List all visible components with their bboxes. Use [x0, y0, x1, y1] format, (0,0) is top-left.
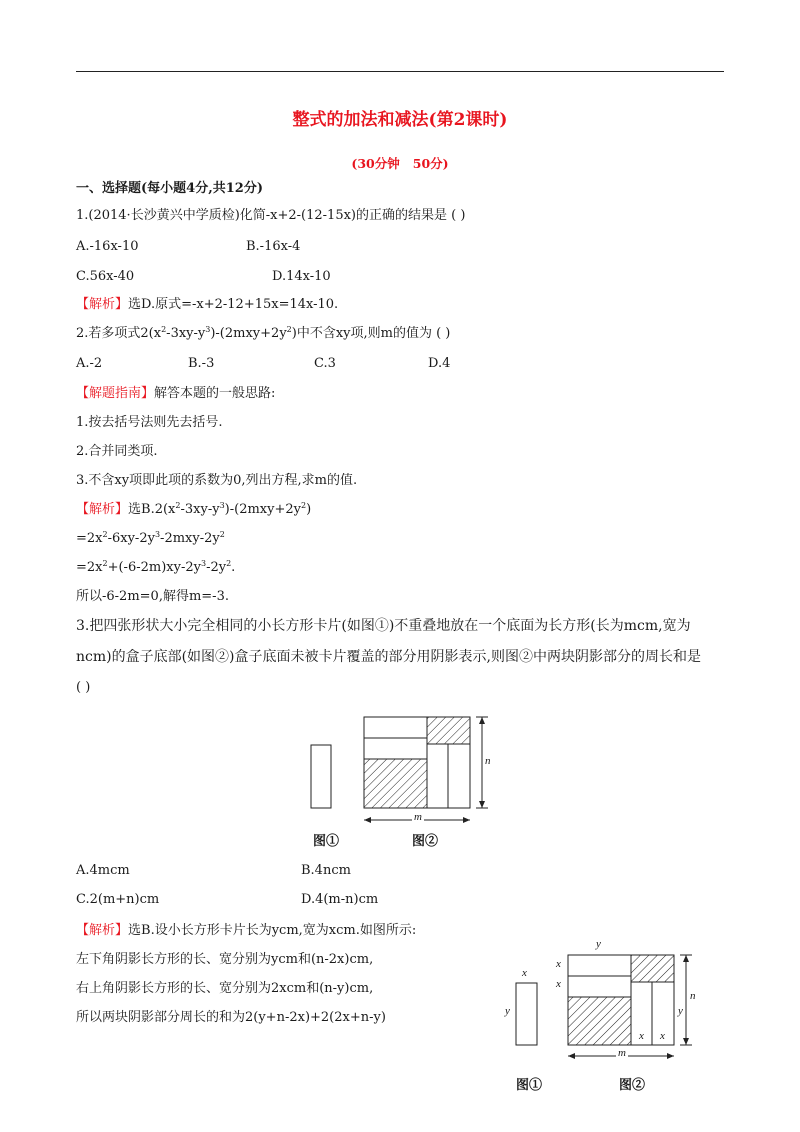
q2-analysis-line-4: 所以-6-2m=0,解得m=-3. — [76, 589, 229, 604]
section-heading: 一、选择题(每小题4分,共12分) — [76, 181, 263, 196]
analysis-tag: 【解析】 — [76, 923, 129, 938]
analysis-tag: 【解析】 — [76, 502, 129, 517]
sol-label-x-bottom-1: x — [639, 1030, 644, 1042]
q3-analysis-line-1: 【解析】选B.设小长方形卡片长为ycm,宽为xcm.如图所示: — [76, 923, 417, 938]
q1-stem: 1.(2014·长沙黄兴中学质检)化简-x+2-(12-15x)的正确的结果是 ( ) — [76, 208, 466, 223]
q2-analysis-line-2: $=2x^2-6xy-2y^3-2mxy-2y^2$ — [76, 530, 225, 546]
sol-label-y-right: y — [678, 1005, 683, 1017]
q3-analysis-line-2: 左下角阴影长方形的长、宽分别为ycm和(n-2x)cm, — [76, 952, 374, 967]
sol-label-x-2: x — [556, 978, 561, 990]
q3-analysis-line-3: 右上角阴影长方形的长、宽分别为2xcm和(n-y)cm, — [76, 981, 374, 996]
q3-analysis-line-4: 所以两块阴影部分周长的和为2(y+n-2x)+2(2x+n-y) — [76, 1010, 386, 1025]
sol-card-label-y: y — [505, 1005, 510, 1017]
sol-label-y-top: y — [596, 938, 601, 950]
q2-analysis-line-1: 【解析】选$B.2(x^2-3xy-y^3)-(2mxy+2y^2)$ — [76, 501, 312, 517]
analysis-tag: 【解析】 — [76, 297, 129, 312]
q2-option-b: B.-3 — [188, 356, 215, 371]
guide-tag: 【解题指南】 — [76, 386, 155, 401]
sol-fig2-caption: 图② — [619, 1078, 646, 1093]
fig2-caption: 图② — [412, 834, 439, 849]
q1-analysis: 【解析】选D.原式=-x+2-12+15x=14x-10. — [76, 297, 339, 312]
q1-option-a: A.-16x-10 — [76, 239, 139, 254]
sol-label-x-bottom-2: x — [660, 1030, 665, 1042]
sol-card-label-x: x — [522, 967, 527, 979]
q3-option-c: C.2(m+n)cm — [76, 892, 160, 907]
sol-fig1-caption: 图① — [516, 1078, 543, 1093]
sol-label-x-1: x — [556, 958, 561, 970]
fig1-caption: 图① — [313, 834, 340, 849]
q2-step-1: 1.按去括号法则先去括号. — [76, 415, 223, 430]
q3-option-d: D.4(m-n)cm — [301, 892, 379, 907]
q2-analysis-line-3: $=2x^2+(-6-2m)xy-2y^3-2y^2$. — [76, 559, 236, 575]
page-title: 整式的加法和减法(第2课时) — [292, 110, 508, 130]
fig2-label-n: n — [485, 755, 491, 767]
q2-guide: 【解题指南】解答本题的一般思路: — [76, 386, 276, 401]
q3-stem-line-1: 3.把四张形状大小完全相同的小长方形卡片(如图①)不重叠地放在一个底面为长方形(长为mcm,宽为 — [76, 618, 691, 634]
sol-label-m: m — [618, 1047, 626, 1059]
q2-option-a: A.-2 — [76, 356, 103, 371]
q2-option-d: D.4 — [428, 356, 451, 371]
page-subtitle: (30分钟 50分) — [351, 156, 449, 171]
q1-option-c: C.56x-40 — [76, 269, 135, 284]
sol-label-n: n — [690, 990, 696, 1002]
q2-step-2: 2.合并同类项. — [76, 444, 158, 459]
q3-option-a: A.4mcm — [76, 863, 130, 878]
q3-stem-line-2: ncm)的盒子底部(如图②)盒子底面未被卡片覆盖的部分用阴影表示,则图②中两块阴影部分的周长和是 — [76, 649, 701, 665]
q3-stem-line-3: ( ) — [76, 680, 91, 695]
q3-option-b: B.4ncm — [301, 863, 351, 878]
q2-option-c: C.3 — [314, 356, 336, 371]
q2-step-3: 3.不含xy项即此项的系数为0,列出方程,求m的值. — [76, 473, 358, 488]
q2-stem: 2.若多项式$2(x^2-3xy-y^3)-(2mxy+2y^2)$中不含xy项,则m的值为 ( ) — [76, 325, 451, 341]
fig2-label-m: m — [414, 811, 422, 823]
q1-option-b: B.-16x-4 — [246, 239, 301, 254]
q1-option-d: D.14x-10 — [272, 269, 331, 284]
